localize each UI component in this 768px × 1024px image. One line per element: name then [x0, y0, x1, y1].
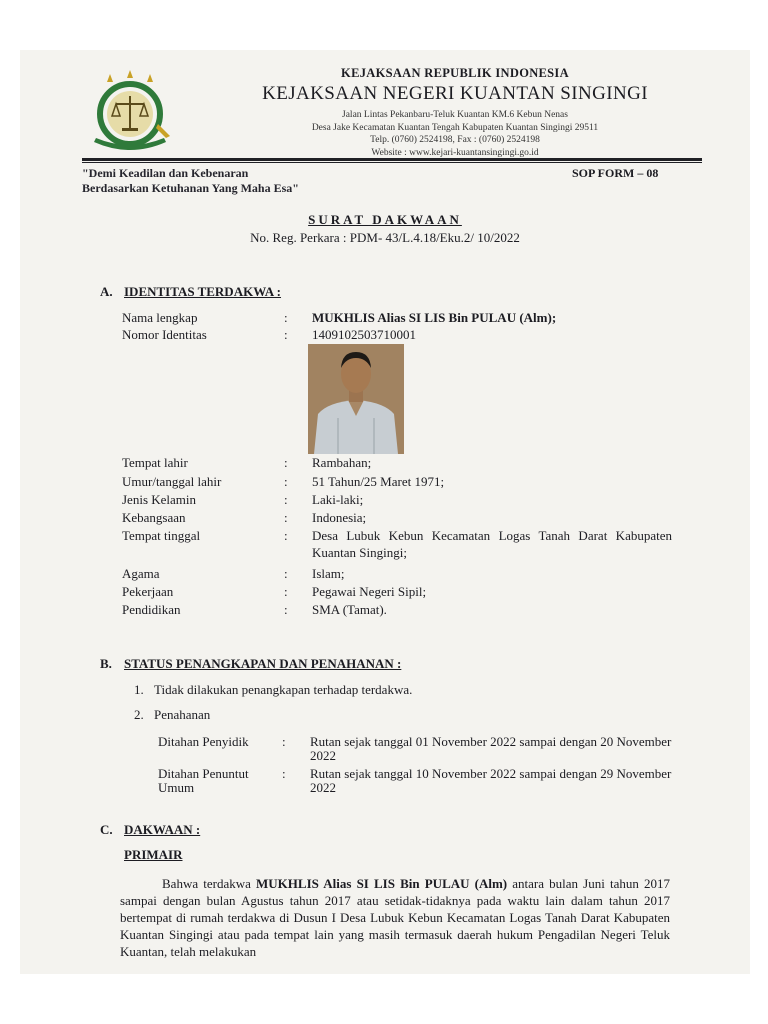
office-name: KEJAKSAAN NEGERI KUANTAN SINGINGI: [262, 83, 648, 104]
identity-label: Jenis Kelamin: [122, 492, 197, 507]
identity-label: Pendidikan: [122, 602, 181, 617]
identity-value: Laki-laki;: [312, 492, 364, 507]
defendant-photo: [308, 344, 404, 454]
identity-label: Kebangsaan: [122, 510, 186, 525]
institution-name: KEJAKSAAN REPUBLIK INDONESIA: [341, 66, 569, 80]
section-c-number: C.: [100, 822, 113, 837]
identity-value: Islam;: [312, 566, 345, 581]
identity-label: Agama: [122, 566, 160, 581]
charge-paragraph: [120, 875, 670, 960]
separator: :: [284, 455, 288, 470]
separator: :: [284, 327, 288, 342]
separator: :: [282, 734, 286, 749]
separator: :: [284, 474, 288, 489]
motto-line-2: Berdasarkan Ketuhanan Yang Maha Esa": [82, 181, 299, 195]
list-text: Penahanan: [154, 707, 211, 722]
identity-label: Pekerjaan: [122, 584, 174, 599]
separator: :: [284, 602, 288, 617]
list-number: 2.: [134, 707, 144, 722]
detention-value: Rutan sejak tanggal 01 November 2022 sampai dengan 20 November 2022: [310, 734, 672, 763]
section-a-number: A.: [100, 284, 113, 299]
motto-line-1: "Demi Keadilan dan Kebenaran: [82, 166, 249, 180]
phone-line: Telp. (0760) 2524198, Fax : (0760) 2524198: [370, 135, 540, 145]
paragraph-text: antara bulan Juni tahun 2017 sampai dengan bulan Agustus tahun 2017 atau setidak-tidaknya pada waktu lain dalam tahun 2017 bertempat di rumah terdakwa di Dusun I Desa Lubuk Kebun Kecamatan Logas Tanah Darat Kabupaten Kuantan Singingi atau pada tempat lain yang masih termasuk daerah hukum Pengadilan Negeri Teluk Kuantan, telah melakukan: [120, 876, 670, 959]
paragraph-text: Bahwa terdakwa: [162, 876, 257, 891]
identity-label: Tempat lahir: [122, 455, 188, 470]
identity-value: Rambahan;: [312, 455, 372, 470]
registration-number: No. Reg. Perkara : PDM- 43/L.4.18/Eku.2/ 10/2022: [250, 230, 520, 245]
website-line: Website : www.kejari-kuantansingingi.go.id: [371, 147, 539, 158]
identity-value: SMA (Tamat).: [312, 602, 387, 617]
kejaksaan-emblem-icon: [84, 66, 194, 152]
separator: :: [284, 566, 288, 581]
defendant-name: MUKHLIS Alias SI LIS Bin PULAU (Alm): [256, 876, 508, 891]
identity-label: Umur/tanggal lahir: [122, 474, 222, 489]
separator: :: [284, 310, 288, 325]
detention-label: Ditahan Penyidik: [158, 734, 249, 749]
section-a-title: IDENTITAS TERDAKWA :: [124, 284, 282, 299]
section-c-title: DAKWAAN :: [124, 822, 201, 837]
list-number: 1.: [134, 682, 144, 697]
identity-label: Tempat tinggal: [122, 528, 201, 543]
detention-label: Ditahan Penuntut Umum: [158, 766, 249, 795]
separator: :: [284, 510, 288, 525]
header-rule-thin: [82, 162, 702, 163]
section-b-number: B.: [100, 656, 112, 671]
form-code: SOP FORM – 08: [572, 166, 659, 180]
separator: :: [284, 528, 288, 543]
letterhead: [245, 66, 665, 159]
separator: :: [284, 492, 288, 507]
identity-value: Desa Lubuk Kebun Kecamatan Logas Tanah Darat Kabupaten Kuantan Singingi;: [312, 528, 672, 560]
primair-subtitle: PRIMAIR: [124, 847, 183, 862]
identity-value: Pegawai Negeri Sipil;: [312, 584, 427, 599]
separator: :: [282, 766, 286, 781]
identity-value: Indonesia;: [312, 510, 367, 525]
detention-value: Rutan sejak tanggal 10 November 2022 sampai dengan 29 November 2022: [310, 766, 672, 795]
section-b-title: STATUS PENANGKAPAN DAN PENAHANAN :: [124, 656, 402, 671]
identity-value: 1409102503710001: [312, 327, 416, 342]
header-rule-thick: [82, 158, 702, 161]
document-page: [20, 50, 750, 974]
address-line-2: Desa Jake Kecamatan Kuantan Tengah Kabupaten Kuantan Singingi 29511: [311, 122, 599, 133]
identity-label: Nomor Identitas: [122, 327, 207, 342]
identity-label: Nama lengkap: [122, 310, 198, 325]
motto: [82, 166, 299, 196]
document-title: SURAT DAKWAAN: [308, 212, 462, 227]
separator: :: [284, 584, 288, 599]
identity-value: 51 Tahun/25 Maret 1971;: [312, 474, 445, 489]
address-line-1: Jalan Lintas Pekanbaru-Teluk Kuantan KM.6 Kebun Nenas: [342, 110, 568, 120]
list-text: Tidak dilakukan penangkapan terhadap terdakwa.: [154, 682, 413, 697]
identity-value: MUKHLIS Alias SI LIS Bin PULAU (Alm);: [312, 310, 557, 325]
